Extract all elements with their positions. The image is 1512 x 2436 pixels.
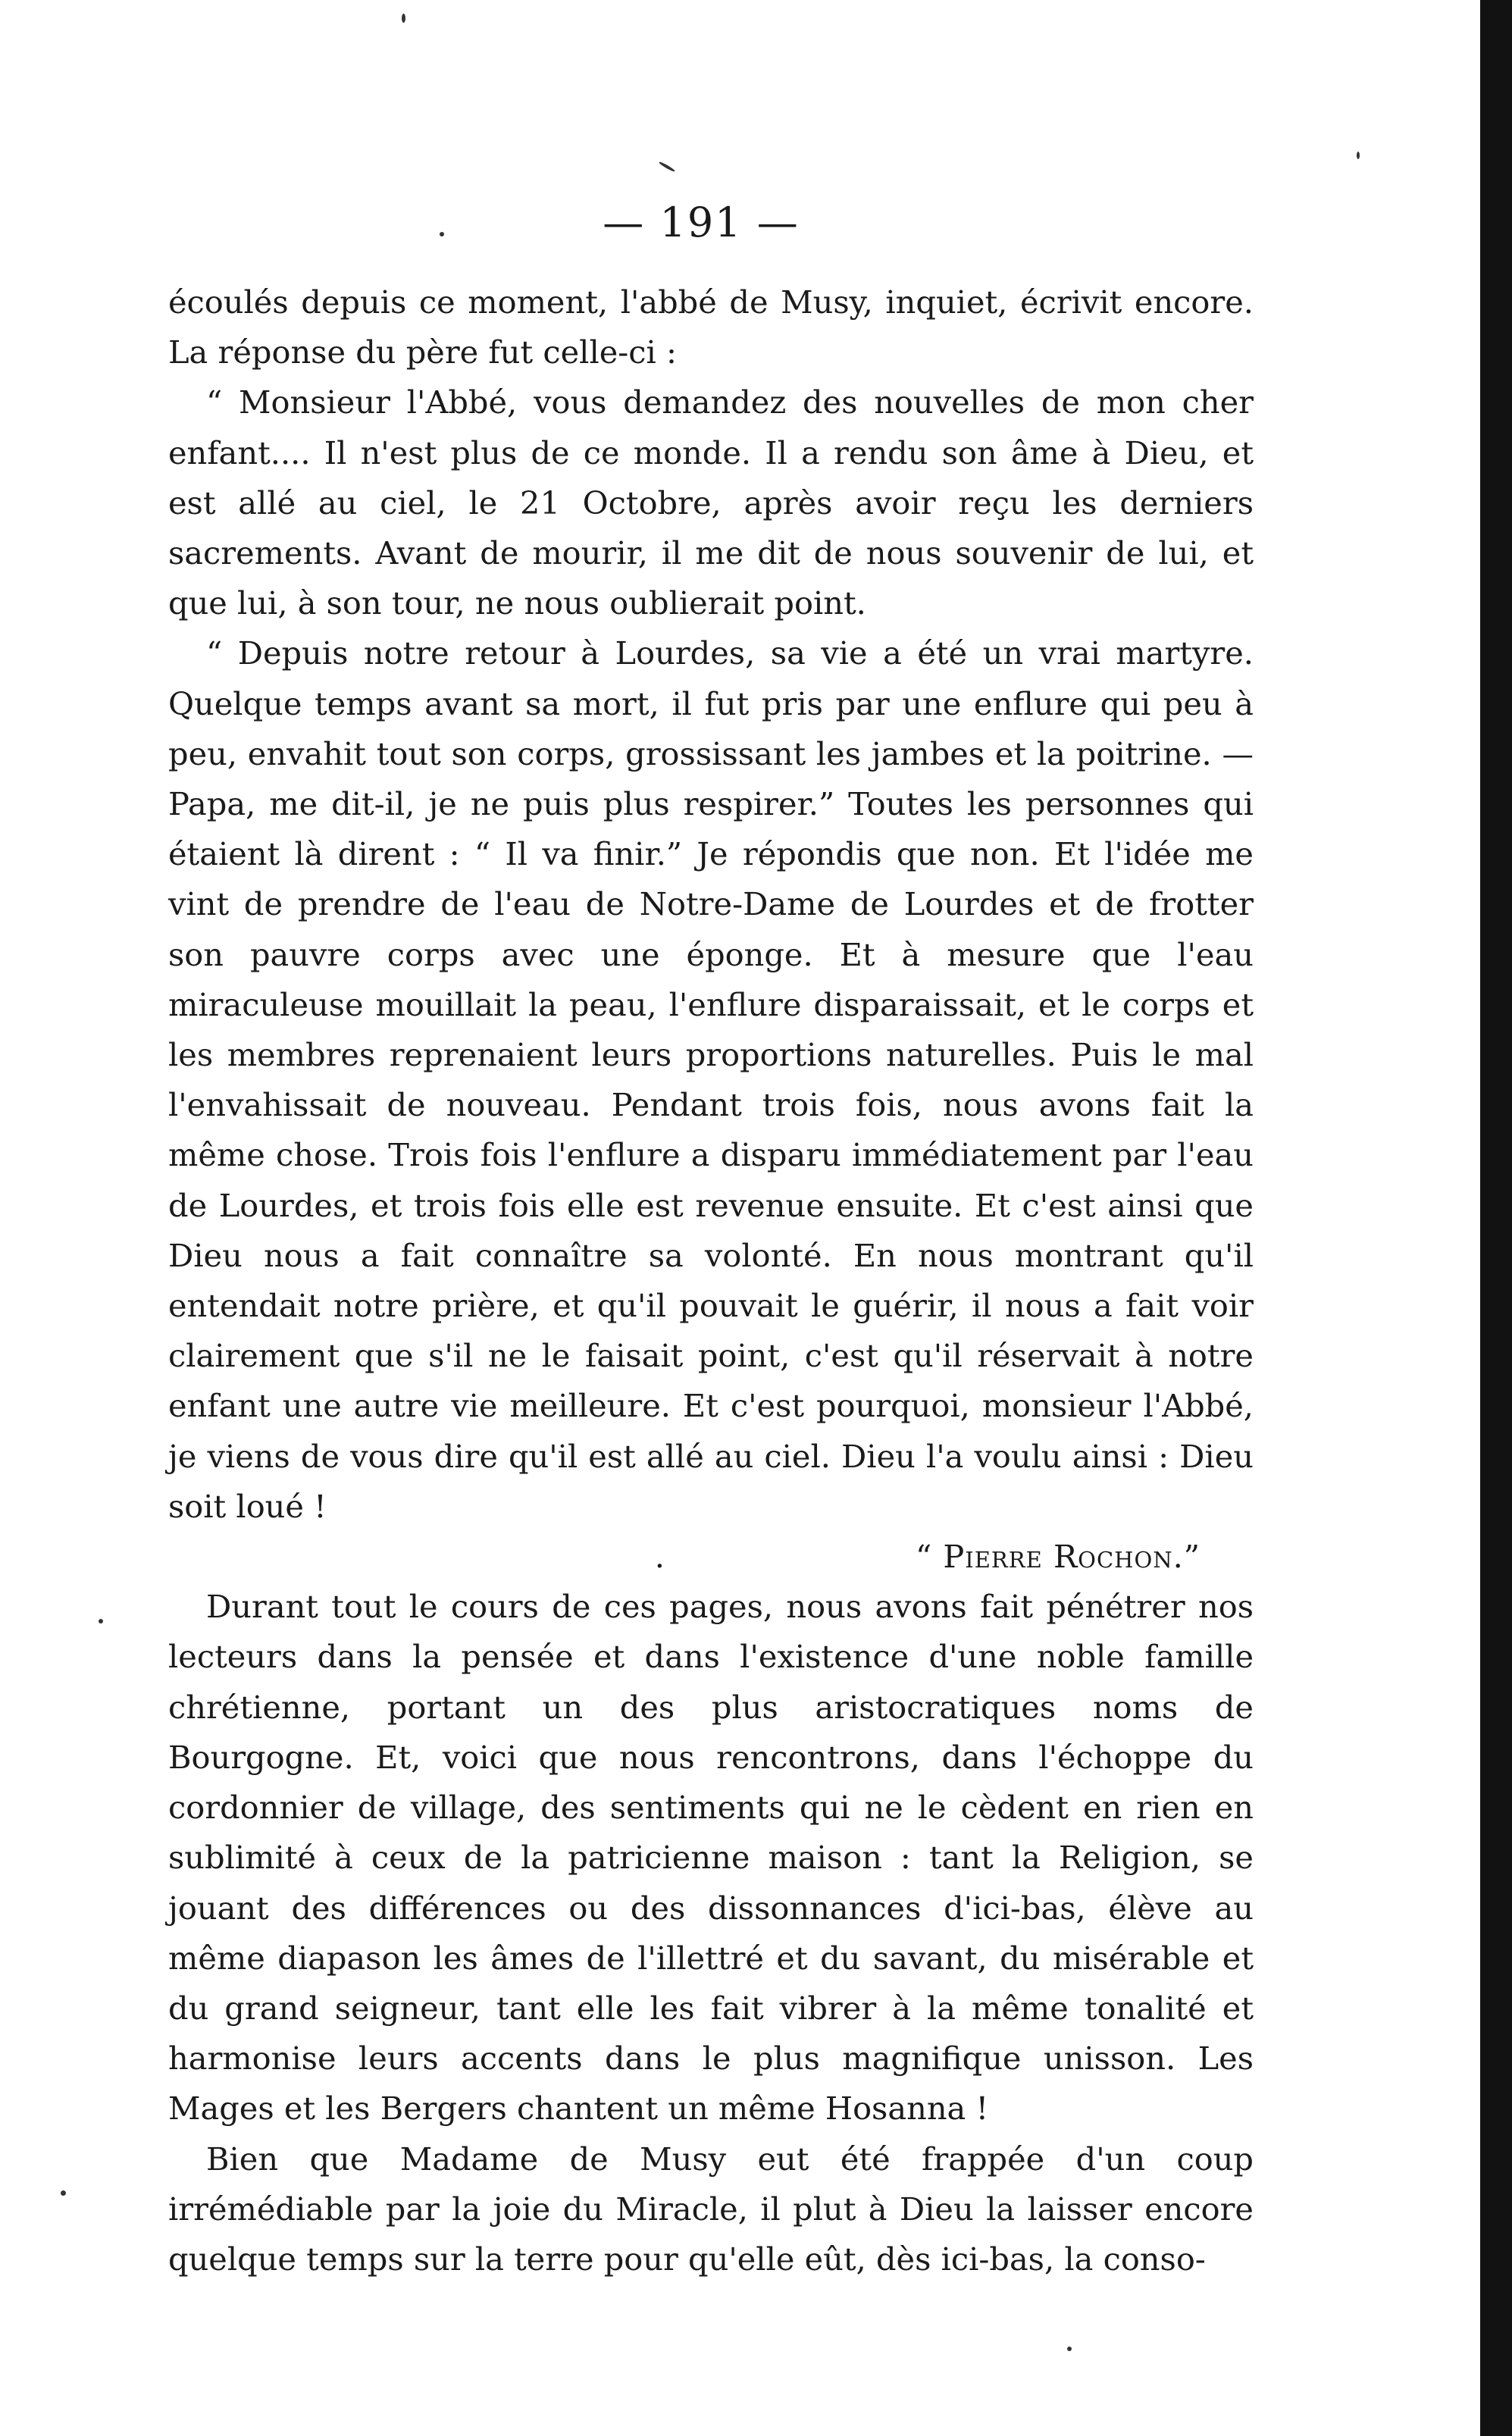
signature bbox=[168, 1532, 1254, 1582]
paragraph: Bien que Madame de Musy eut été frappée d'un coup irrémédiable par la joie du Miracle, il plut à Dieu la laisser encore quelque temps sur la terre pour qu'elle eût, dès ici-bas, la conso- bbox=[168, 2140, 1254, 2278]
scan-speck bbox=[659, 161, 676, 172]
page-edge-shadow bbox=[1480, 0, 1512, 2436]
signature-text: “ Pierre Rochon.” bbox=[915, 1538, 1201, 1576]
scan-speck bbox=[99, 1619, 103, 1623]
scan-speck bbox=[1357, 152, 1360, 159]
paragraph: “ Monsieur l'Abbé, vous demandez des nouvelles de mon cher enfant.... Il n'est plus de ce monde. Il a rendu son âme à Dieu, et est allé au ciel, le 21 Octobre, après avoir reçu les derniers sacrements. Avant de mourir, il me dit de nous souvenir de lui, et que lui, à son tour, ne nous oublierait point. bbox=[168, 384, 1254, 622]
stray-dot: . bbox=[654, 1538, 665, 1576]
page-number: — 191 — bbox=[603, 199, 800, 246]
scan-speck bbox=[1067, 2347, 1072, 2351]
body-text bbox=[168, 277, 1254, 2284]
scan-speck bbox=[61, 2190, 66, 2196]
scan-speck bbox=[402, 14, 405, 23]
paragraph: écoulés depuis ce moment, l'abbé de Musy, inquiet, écrivit encore. La réponse du père fut celle-ci : bbox=[168, 283, 1254, 371]
paragraph: Durant tout le cours de ces pages, nous avons fait pénétrer nos lecteurs dans la pensée et dans l'existence d'une noble famille chrétienne, portant un des plus aristocratiques noms de Bourgogne. Et, voici que nous rencontrons, dans l'échoppe du cordonnier de village, des sentiments qui ne le cèdent en rien en sublimité à ceux de la patricienne maison : tant la Religion, se jouant des différences ou des dissonnances d'ici-bas, élève au même diapason les âmes de l'illettré et du savant, du misérable et du grand seigneur, tant elle les fait vibrer à la même tonalité et harmonise leurs accents dans le plus magnifique unisson. Les Mages et les Bergers chantent un même Hosanna ! bbox=[168, 1588, 1254, 2128]
paragraph: “ Depuis notre retour à Lourdes, sa vie a été un vrai martyre. Quelque temps avant sa mort, il fut pris par une enflure qui peu à peu, envahit tout son corps, grossissant les jambes et la poitrine. — Papa, me dit-il, je ne puis plus respirer.” Toutes les personnes qui étaient là dirent : “ Il va finir.” Je répondis que non. Et l'idée me vint de prendre de l'eau de Notre-Dame de Lourdes et de frotter son pauvre corps avec une éponge. Et à mesure que l'eau miraculeuse mouillait la peau, l'enflure disparaissait, et le corps et les membres reprenaient leurs proportions naturelles. Puis le mal l'envahissait de nouveau. Pendant trois fois, nous avons fait la même chose. Trois fois l'enflure a disparu immédiatement par l'eau de Lourdes, et trois fois elle est revenue ensuite. Et c'est ainsi que Dieu nous a fait connaître sa volonté. En nous montrant qu'il entendait notre prière, et qu'il pouvait le guérir, il nous a fait voir clairement que s'il ne le faisait point, c'est qu'il réservait à notre enfant une autre vie meilleure. Et c'est pourquoi, monsieur l'Abbé, je viens de vous dire qu'il est allé au ciel. Dieu l'a voulu ainsi : Dieu soit loué ! bbox=[168, 634, 1254, 1525]
